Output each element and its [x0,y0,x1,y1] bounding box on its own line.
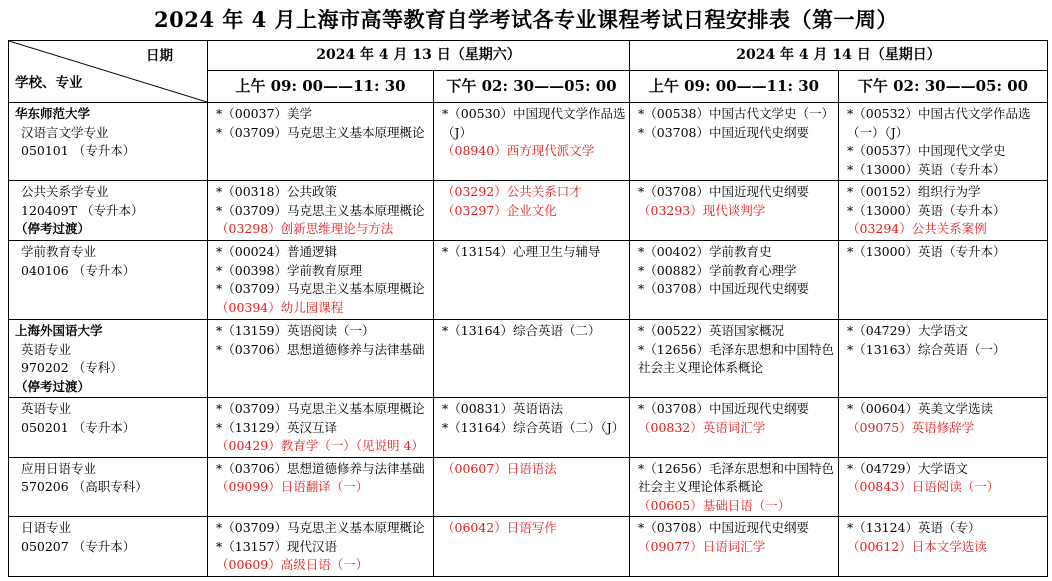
date-header-sat: 2024 年 4 月 13 日（星期六） [208,41,630,71]
course-cell-sun-pm [839,398,1048,458]
course-entry: *（03708）中国近现代史纲要 [638,401,810,416]
course-cell-sun-am [630,103,839,181]
major-name: 应用日语专业 [21,460,97,476]
course-entry: *（00831）英语语法 [442,401,564,416]
diagonal-divider [9,41,207,102]
course-cell-sun-am [630,398,839,458]
course-cell-sat-pm [434,398,630,458]
course-entry: *（03709）马克思主义基本原理概论 [216,124,425,140]
schedule-row [9,181,1048,241]
course-entry: （06042）日语写作 [442,520,557,535]
course-cell-sat-pm [434,320,630,398]
course-entry: *（03706）思想道德修养与法律基础 [216,341,425,357]
course-entry: *（00318）公共政策 [216,184,338,199]
school-major-cell [9,103,208,181]
major-name: 英语专业 [21,341,72,357]
course-entry: *（00037）美学 [216,106,313,121]
course-entry: （09075）英语修辞学 [847,419,975,435]
major-code: 050207 （专升本） [21,538,136,554]
course-entry: *（12656）毛泽东思想和中国特色 [638,460,835,476]
course-cell-sun-pm [839,517,1048,577]
course-entry: *（00402）学前教育史 [638,244,772,259]
course-cell-sat-am [208,103,434,181]
course-cell-sun-pm [839,457,1048,517]
major-code: 050201 （专升本） [21,419,136,435]
course-entry: *（00882）学前教育心理学 [638,262,797,278]
course-cell-sat-am [208,398,434,458]
course-entry: *（03708）中国近现代史纲要 [638,124,810,140]
course-entry: （00832）英语词汇学 [638,419,766,435]
course-cell-sat-am [208,241,434,320]
school-major-cell [9,457,208,517]
exam-schedule-table [8,40,1048,577]
course-entry: （03297）企业文化 [442,202,557,218]
course-entry: （09099）日语翻译（一） [216,479,369,494]
major-name: 汉语言文学专业 [21,124,109,140]
course-cell-sun-am [630,320,839,398]
course-entry: *（03706）思想道德修养与法律基础 [216,460,425,476]
course-entry: （J） [442,124,473,140]
course-entry: 社会主义理论体系概论 [638,479,764,494]
course-cell-sat-am [208,517,434,577]
course-entry: *（03709）马克思主义基本原理概论 [216,520,425,535]
course-entry: *（04729）大学语文 [847,323,969,338]
course-entry: *（00522）英语国家概况 [638,323,785,338]
major-code: 120409T （专升本） [21,202,144,218]
course-entry: （03294）公共关系案例 [847,221,987,236]
course-entry: （00609）高级日语（一） [216,557,369,572]
course-cell-sun-pm [839,103,1048,181]
course-entry: （一）（J） [847,124,909,140]
course-cell-sun-pm [839,241,1048,320]
school-major-cell [9,517,208,577]
schedule-row [9,457,1048,517]
major-name: 公共关系学专业 [21,184,109,199]
course-entry: *（13000）英语（专升本） [847,202,1006,218]
school-major-cell [9,320,208,398]
course-entry: *（13164）综合英语（二）（J） [442,419,625,435]
course-entry: *（13129）英汉互译 [216,419,338,435]
course-cell-sat-pm [434,103,630,181]
course-entry: *（13163）综合英语（一） [847,341,1006,357]
course-entry: （00394）幼儿园课程 [216,299,344,315]
corner-date-label: 日期 [146,48,173,64]
course-cell-sun-am [630,457,839,517]
course-entry: *（13164）综合英语（二） [442,323,601,338]
schedule-row [9,398,1048,458]
course-entry: （00843）日语阅读（一） [847,479,1000,494]
session-header-sat-am: 上午 09: 00——11: 30 [208,71,434,103]
major-code: 040106 （专升本） [21,262,136,278]
schedule-row [9,517,1048,577]
course-entry: *（13157）现代汉语 [216,538,338,554]
course-cell-sat-pm [434,241,630,320]
session-header-sun-am: 上午 09: 00——11: 30 [630,71,839,103]
corner-school-label: 学校、专业 [15,74,83,91]
course-entry: （00429）教育学（一）（见说明 4） [216,438,424,453]
course-cell-sun-am [630,517,839,577]
course-entry: *（12656）毛泽东思想和中国特色 [638,341,835,357]
course-entry: （09077）日语词汇学 [638,538,766,554]
school-name: 上海外国语大学 [15,323,103,338]
course-cell-sun-am [630,241,839,320]
course-entry: *（03708）中国近现代史纲要 [638,520,810,535]
course-entry: （03298）创新思维理论与方法 [216,221,394,236]
course-entry: *（13000）英语（专升本） [847,244,1006,259]
schedule-row [9,320,1048,398]
course-entry: *（00604）英美文学选读 [847,401,994,416]
session-header-sun-pm: 下午 02: 30——05: 00 [839,71,1048,103]
course-entry: （00605）基础日语（一） [638,497,791,513]
course-cell-sat-pm [434,517,630,577]
major-code: 970202 （专科） [21,360,123,375]
course-entry: 社会主义理论体系概论 [638,360,764,375]
school-major-cell [9,181,208,241]
major-code: 050101 （专升本） [21,143,136,158]
status-note: （停考过渡） [15,221,91,236]
course-entry: *（00537）中国现代文学史 [847,143,1006,158]
corner-header-cell [9,41,208,103]
course-cell-sat-am [208,457,434,517]
course-entry: *（00532）中国古代文学作品选 [847,106,1031,121]
course-entry: （00612）日本文学选读 [847,538,987,554]
schedule-body [9,103,1048,577]
course-entry: *（03709）马克思主义基本原理概论 [216,281,425,296]
course-entry: （03292）公共关系口才 [442,184,582,199]
course-cell-sat-am [208,181,434,241]
course-entry: *（13154）心理卫生与辅导 [442,244,601,259]
course-cell-sat-am [208,320,434,398]
session-header-sat-pm: 下午 02: 30——05: 00 [434,71,630,103]
course-cell-sat-pm [434,181,630,241]
page-title: 2024 年 4 月上海市高等教育自学考试各专业课程考试日程安排表（第一周） [154,7,898,32]
course-entry: *（00152）组织行为学 [847,184,981,199]
major-code: 570206 （高职专科） [21,479,148,494]
schedule-row [9,103,1048,181]
school-major-cell [9,241,208,320]
course-cell-sun-am [630,181,839,241]
major-name: 英语专业 [21,401,72,416]
course-entry: *（13000）英语（专升本） [847,161,1006,177]
course-cell-sat-pm [434,457,630,517]
schedule-row [9,241,1048,320]
school-name: 华东师范大学 [15,106,91,121]
major-name: 学前教育专业 [21,244,97,259]
course-cell-sun-pm [839,181,1048,241]
course-entry: *（00538）中国古代文学史（一） [638,106,835,121]
status-note: （停考过渡） [15,378,91,394]
course-entry: *（00024）普通逻辑 [216,244,338,259]
course-entry: *（13159）英语阅读（一） [216,323,375,338]
course-entry: *（00398）学前教育原理 [216,262,363,278]
course-entry: （00607）日语语法 [442,460,557,476]
date-header-sun: 2024 年 4 月 14 日（星期日） [630,41,1048,71]
course-entry: *（03708）中国近现代史纲要 [638,184,810,199]
course-entry: （03293）现代谈判学 [638,202,766,218]
course-entry: *（00530）中国现代文学作品选 [442,106,626,121]
course-cell-sun-pm [839,320,1048,398]
school-major-cell [9,398,208,458]
course-entry: *（03708）中国近现代史纲要 [638,281,810,296]
course-entry: *（13124）英语（专） [847,520,981,535]
course-entry: *（04729）大学语文 [847,460,969,476]
major-name: 日语专业 [21,520,72,535]
course-entry: （08940）西方现代派文学 [442,143,595,158]
course-entry: *（03709）马克思主义基本原理概论 [216,401,425,416]
course-entry: *（03709）马克思主义基本原理概论 [216,202,425,218]
